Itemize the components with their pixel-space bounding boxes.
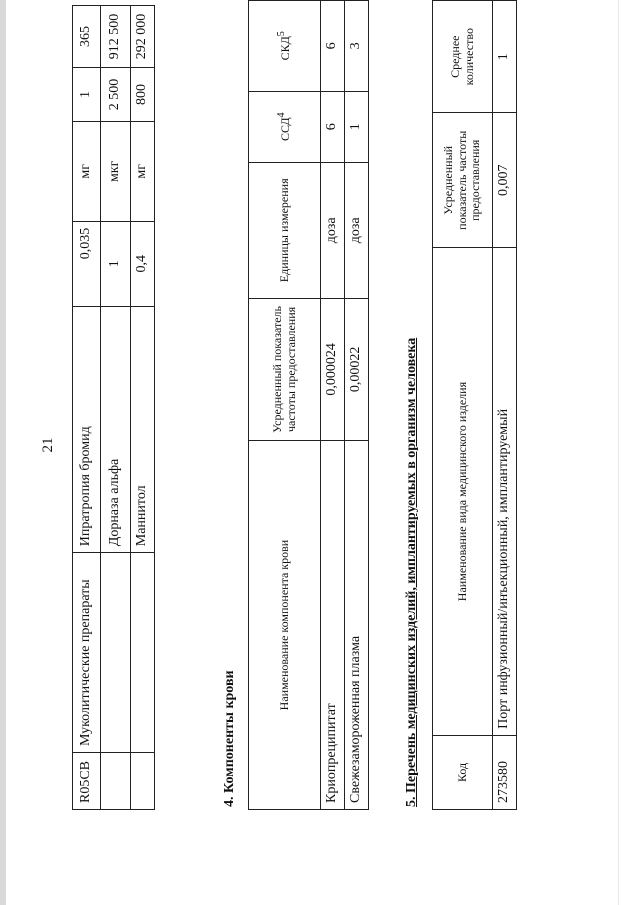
table-row xyxy=(345,1,369,810)
drug-name-cell: Ипратропия бромид xyxy=(73,306,101,553)
frequency-cell: 0,000024 xyxy=(321,298,345,440)
column-header: Среднее количество xyxy=(433,1,493,113)
component-name-cell: Свежезамороженная плазма xyxy=(345,441,369,810)
table-header-row xyxy=(249,1,321,810)
component-name-cell: Криопреципитат xyxy=(321,441,345,810)
skd-cell: 292 000 xyxy=(131,6,155,68)
table-row xyxy=(321,1,345,810)
page-number: 21 xyxy=(40,437,56,453)
group-cell: Муколитические препараты xyxy=(73,553,101,753)
device-code-cell: 273580 xyxy=(493,735,517,809)
frequency-cell: 0,00022 xyxy=(345,298,369,440)
frequency-cell: 0,035 xyxy=(73,221,101,306)
skd-cell: 6 xyxy=(321,1,345,92)
table-row xyxy=(493,1,517,810)
table-row xyxy=(101,6,131,810)
blood-components-table xyxy=(248,0,369,810)
ssd-cell: 800 xyxy=(131,67,155,121)
skd-cell: 365 xyxy=(73,6,101,68)
table-row xyxy=(131,6,155,810)
frequency-cell: 0,4 xyxy=(131,221,155,306)
column-header: Единицы измерения xyxy=(249,162,321,298)
column-header: Усредненный показатель частоты предоставления xyxy=(249,298,321,440)
skd-cell: 3 xyxy=(345,1,369,92)
column-header: ССД$^4$ xyxy=(249,91,321,162)
frequency-cell: 0,007 xyxy=(493,113,517,248)
ssd-cell: 1 xyxy=(73,67,101,121)
frequency-cell: 1 xyxy=(101,221,131,306)
section-5-heading: 5. Перечень медицинских изделий, имплантируемых в организм человека xyxy=(404,337,419,807)
table-header-row xyxy=(433,1,493,810)
skd-cell: 912 500 xyxy=(101,6,131,68)
unit-cell: мкг xyxy=(101,121,131,221)
column-header: Наименование вида медицинского изделия xyxy=(433,248,493,736)
section-4-heading: 4. Компоненты крови xyxy=(222,670,237,807)
table-row xyxy=(73,6,101,810)
unit-cell: мг xyxy=(131,121,155,221)
ssd-cell: 2 500 xyxy=(101,67,131,121)
quantity-cell: 1 xyxy=(493,1,517,113)
implantable-devices-table xyxy=(432,0,517,810)
column-header: Наименование компонента крови xyxy=(249,441,321,810)
column-header: Усредненный показатель частоты предоставления xyxy=(433,113,493,248)
device-name-cell: Порт инфузионный/инъекционный, имплантируемый xyxy=(493,248,517,736)
column-header: Код xyxy=(433,735,493,809)
column-header: СКД$^5$ xyxy=(249,1,321,92)
ssd-cell: 6 xyxy=(321,91,345,162)
atc-code-cell: R05CB xyxy=(73,753,101,810)
drug-name-cell: Маннитол xyxy=(131,306,155,553)
drug-name-cell: Дорназа альфа xyxy=(101,306,131,553)
unit-cell: доза xyxy=(321,162,345,298)
ssd-cell: 1 xyxy=(345,91,369,162)
unit-cell: доза xyxy=(345,162,369,298)
unit-cell: мг xyxy=(73,121,101,221)
drug-table xyxy=(72,5,155,810)
